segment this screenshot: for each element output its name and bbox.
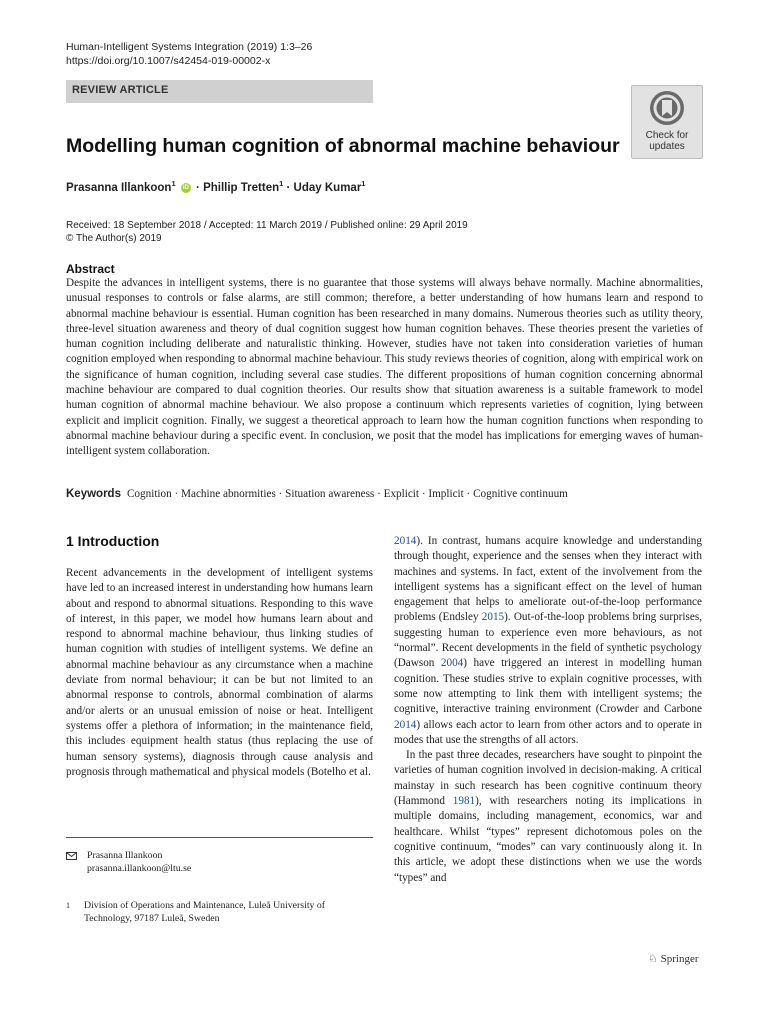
body-column-left [66, 566, 373, 780]
author-name[interactable]: Prasanna Illankoon [66, 181, 172, 194]
citation-link[interactable]: 2014 [394, 535, 417, 547]
affil-number: 1 [66, 901, 70, 910]
publication-dates [66, 219, 468, 245]
keywords-line [66, 488, 706, 500]
bookmark-check-icon [632, 86, 702, 130]
article-type-banner [66, 80, 373, 103]
doi-link[interactable]: https://doi.org/10.1007/s42454-019-00002-x [66, 55, 271, 67]
affiliation-text: Division of Operations and Maintenance, Luleå University of Technology, 97187 Luleå, Sweden [84, 900, 326, 924]
author-list [66, 179, 365, 194]
article-type-label: REVIEW ARTICLE [72, 84, 169, 96]
author-separator: · [196, 181, 200, 194]
author-name[interactable]: Uday Kumar [293, 181, 362, 194]
contact-block [87, 849, 191, 875]
publisher-logo [648, 952, 699, 965]
citation-link[interactable]: 2015 [481, 611, 505, 624]
citation-link[interactable]: 2014 [394, 718, 417, 731]
abstract-text: Despite the advances in intelligent systems, there is no guarantee that those systems will always behave normally. Machine abnormalities, unusual responses to controls or false alarms, are still common; therefore, a better understanding of how humans learn and respond to abnormal machine behaviour is essential. Human cognition has been researched in many domains. Numerous theories such as utility theory, three-level situation awareness and theory of dual cognition suggest how human cognition behaves. These theories present the varieties of human cognition including deliberate and naturalistic thinking. However, studies have not taken into consideration varieties of human cognition employed when responding to abnormal machine behaviour. This study reviews theories of cognition, along with empirical work on the significance of human cognition, including several case studies. The different propositions of human cognition concerning abnormal machine behaviour are compared to dual cognition theories. Our results show that situation awareness is a suitable framework to model human cognition of abnormal machine behaviour. We also propose a continuum which represents varieties of cognition, lying between explicit and implicit cognition. Finally, we suggest a theoretical approach to learn how the human cognition functions when responding to abnormal machine behaviour during a specific event. In conclusion, we posit that the model has implications for emerging waves of human-intelligent system collaboration. [66, 277, 703, 458]
paragraph: In the past three decades, researchers have sought to pinpoint the varieties of human cognition involved in decision-making. A critical mainstay in such research has been cognitive continuum theory (Hammond 1981), with researchers noting its implications in multiple domains, including management, economics, war and healthcare. Whilst “types” represent dichotomous poles on the cognitive continuum, “modes” can vary continuously along it. In this article, we adopt these distinctions when we use the words “types” and [394, 749, 702, 884]
author-name[interactable]: Phillip Tretten [203, 181, 280, 194]
keywords-label: Keywords [66, 488, 121, 500]
article-title: Modelling human cognition of abnormal machine behaviour [66, 135, 620, 157]
body-column-right [394, 534, 702, 886]
citation-link[interactable]: 2004 [440, 657, 464, 670]
section-heading-introduction: 1 Introduction [66, 533, 160, 549]
contact-email[interactable]: prasanna.illankoon@ltu.se [87, 863, 192, 874]
footnote-divider [66, 837, 373, 838]
copyright-line: © The Author(s) 2019 [66, 233, 162, 244]
journal-citation: Human-Intelligent Systems Integration (2019) 1:3–26 [66, 41, 313, 53]
contact-name: Prasanna Illankoon [87, 850, 163, 861]
check-for-updates-badge[interactable] [631, 85, 703, 159]
history-dates: Received: 18 September 2018 / Accepted: 11 March 2019 / Published online: 29 April 2019 [66, 220, 468, 231]
citation-link[interactable]: 1981 [452, 795, 476, 808]
orcid-icon[interactable]: iD [182, 184, 189, 191]
publisher-name: Springer [660, 953, 699, 965]
springer-horse-icon: ♘ [648, 953, 658, 965]
keywords-text: Cognition · Machine abnormities · Situation awareness · Explicit · Implicit · Cognitive continuum [126, 488, 568, 500]
paragraph: 2014). In contrast, humans acquire knowledge and understanding through thought, experience and the senses when they interact with machines and systems. In fact, extent of the involvement from the intelligent systems has a significant effect on the level of human engagement that helps to ameliorate out-of-the-loop performance problems (Endsley 2015). Out-of-the-loop problems bring surprises, suggesting human to experience even more behaviours, as not “normal”. Recent developments in the field of synthetic psychology (Dawson 2004) have triggered an interest in modelling human cognition. These studies strive to explain cognitive processes, with some now attempting to link them with intelligent systems; the cognitive, interactive training environment (Crowder and Carbone 2014) allows each actor to learn from other actors and to operate in modes that use the strengths of all actors. [394, 535, 702, 746]
envelope-icon [66, 851, 77, 864]
paragraph: Recent advancements in the development of intelligent systems have led to an increased interest in understanding how humans learn about and respond to abnormal situations. Responding to this wave of interest, in this paper, we model how humans learn about and respond to abnormal machine behaviour, thus linking studies of human cognition with studies of intelligent systems. We define an abnormal machine behaviour as any circumstance when a machine deviate from normal behaviour; it can be but not limited to an abnormal response to controls, abnormal combination of alarms and/or alerts or an unusual emission of noise or heat. Intelligent systems offer a plethora of information; in the maintenance field, this includes equipment health status (thus replacing the use of human sensory systems), diagnosis through cause analysis and prognosis through mathematical and physical models (Botelho et al. [66, 567, 373, 778]
author-affil-sup: 1 [361, 179, 366, 188]
author-affil-sup: 1 [279, 179, 284, 188]
check-for-updates-text: Check for updates [645, 130, 689, 152]
abstract-heading: Abstract [66, 262, 115, 276]
author-affil-sup: 1 [171, 179, 176, 188]
author-separator: · [286, 181, 291, 194]
